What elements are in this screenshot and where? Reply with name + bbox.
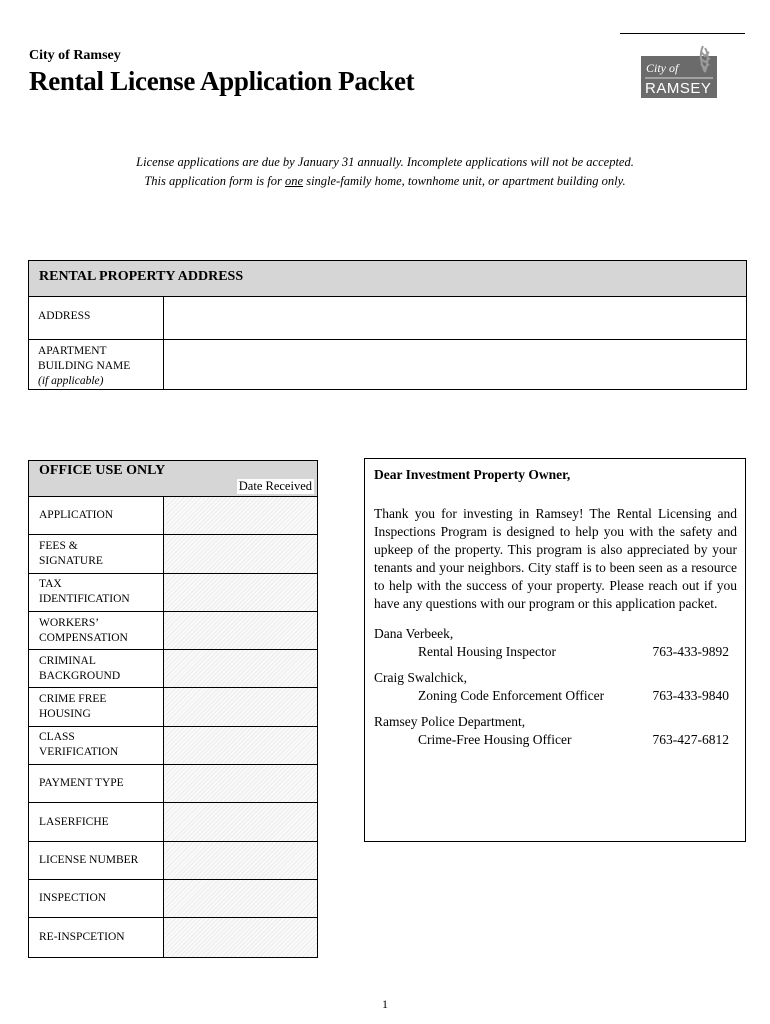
office-row-label: CLASS VERIFICATION <box>29 727 164 764</box>
date-received-field[interactable] <box>164 574 317 611</box>
svg-text:RAMSEY: RAMSEY <box>645 80 712 97</box>
office-row-label: LICENSE NUMBER <box>29 842 164 879</box>
office-row-label: INSPECTION <box>29 880 164 917</box>
office-row-label: TAX IDENTIFICATION <box>29 574 164 611</box>
date-received-field[interactable] <box>164 842 317 879</box>
office-row <box>29 650 317 688</box>
city-name: City of Ramsey <box>29 48 121 63</box>
date-received-field[interactable] <box>164 880 317 917</box>
date-received-field[interactable] <box>164 803 317 840</box>
office-row-label: LASERFICHE <box>29 803 164 840</box>
address-field[interactable] <box>164 297 746 339</box>
office-row-label: WORKERS’ COMPENSATION <box>29 612 164 649</box>
office-row <box>29 612 317 650</box>
date-received-field[interactable] <box>164 688 317 725</box>
date-received-field[interactable] <box>164 650 317 687</box>
office-row <box>29 842 317 880</box>
contact-role: Crime-Free Housing Officer <box>418 732 572 747</box>
contact-entry <box>374 625 737 661</box>
office-use-section <box>28 460 318 958</box>
date-received-field[interactable] <box>164 765 317 802</box>
page-title: Rental License Application Packet <box>29 66 415 96</box>
office-row <box>29 497 317 535</box>
office-row <box>29 918 317 956</box>
office-row-label: PAYMENT TYPE <box>29 765 164 802</box>
contact-name: Craig Swalchick, <box>374 670 467 685</box>
city-logo <box>641 44 719 98</box>
contact-phone: 763-433-9892 <box>652 644 729 659</box>
address-row <box>29 297 746 340</box>
date-received-field[interactable] <box>164 612 317 649</box>
date-received-field[interactable] <box>164 727 317 764</box>
date-received-field[interactable] <box>164 918 317 956</box>
date-received-field[interactable] <box>164 497 317 534</box>
top-rule <box>620 33 745 34</box>
office-row <box>29 880 317 918</box>
office-row-label: APPLICATION <box>29 497 164 534</box>
office-row-label: RE-INSPCETION <box>29 918 164 956</box>
building-name-field[interactable] <box>164 340 746 389</box>
office-row <box>29 765 317 803</box>
contact-phone: 763-433-9840 <box>652 688 729 703</box>
rental-address-section <box>28 260 747 390</box>
contact-entry <box>374 669 737 705</box>
rental-address-heading: RENTAL PROPERTY ADDRESS <box>29 261 746 297</box>
contact-role: Rental Housing Inspector <box>418 644 556 659</box>
notice-line-1: License applications are due by January 31 annually. Incomplete applications will not be accepted. <box>136 155 634 169</box>
building-name-label: APARTMENT BUILDING NAME (if applicable) <box>29 340 164 389</box>
office-row-label: CRIME FREE HOUSING <box>29 688 164 725</box>
address-label: ADDRESS <box>29 297 164 339</box>
page-number: 1 <box>382 997 388 1011</box>
office-row <box>29 574 317 612</box>
office-row-label: CRIMINAL BACKGROUND <box>29 650 164 687</box>
letter-greeting: Dear Investment Property Owner, <box>374 467 571 482</box>
owner-letter <box>364 458 746 842</box>
office-row-label: FEES & SIGNATURE <box>29 535 164 572</box>
office-row <box>29 803 317 841</box>
notice-line-2: This application form is for one single-family home, townhome unit, or apartment building only. <box>144 174 626 188</box>
contact-name: Ramsey Police Department, <box>374 714 526 729</box>
office-row <box>29 727 317 765</box>
contact-role: Zoning Code Enforcement Officer <box>418 688 605 703</box>
svg-text:City of: City of <box>646 61 679 75</box>
application-notice <box>0 153 770 191</box>
building-name-row <box>29 340 746 389</box>
office-use-heading <box>29 461 317 497</box>
contact-name: Dana Verbeek, <box>374 626 454 641</box>
office-row <box>29 535 317 573</box>
letter-body: Thank you for investing in Ramsey! The Rental Licensing and Inspections Program is designed to help you with the safety and upkeep of the property. This program is also appreciated by your tenants and your neighbors. City staff is to been seen as a resource to help with the success of your property. Please reach out if you have any questions with our program or this application packet. <box>374 506 737 611</box>
office-use-title: OFFICE USE ONLY <box>39 463 166 478</box>
date-received-field[interactable] <box>164 535 317 572</box>
contact-entry <box>374 713 737 749</box>
office-row <box>29 688 317 726</box>
contact-phone: 763-427-6812 <box>652 732 729 747</box>
date-received-label: Date Received <box>238 479 312 493</box>
